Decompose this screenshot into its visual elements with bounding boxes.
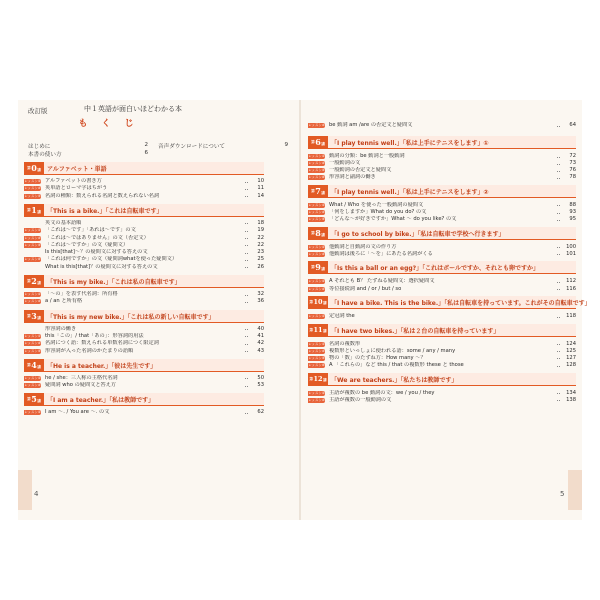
chapter-number xyxy=(24,204,44,217)
leader-dots xyxy=(245,351,248,352)
intro-entry[interactable] xyxy=(28,142,148,150)
entry-title: 主語が複数の一般動詞の文 xyxy=(329,396,392,403)
leader-dots xyxy=(557,344,560,345)
entry-title: 「これは～ですか」の文（疑問文） xyxy=(45,241,129,248)
entry-title: 「これは～ではありません」の文（否定文） xyxy=(45,234,149,241)
entry-page: 124 xyxy=(566,340,576,347)
chapter-num-value: 9 xyxy=(315,262,321,273)
intro-page: 2 xyxy=(144,142,148,148)
entry-title: Is this[that]～？の疑問文に対する答えの文 xyxy=(45,249,148,256)
chapter-number xyxy=(308,227,328,240)
chapter-prefix: 第 xyxy=(27,166,31,170)
leader-dots xyxy=(557,247,560,248)
lesson-badge: レッスン③ xyxy=(24,348,41,353)
toc-entry[interactable] xyxy=(308,153,576,160)
leader-dots xyxy=(557,282,560,283)
chapter-title: 「This is my bike.」「これは私の自転車です」 xyxy=(47,279,181,286)
lesson-badge: レッスン② xyxy=(24,383,41,388)
chapter-suffix: 講 xyxy=(323,377,327,382)
entry-title: 形容詞と副詞の働き xyxy=(329,174,376,181)
chapter-suffix: 講 xyxy=(321,267,325,272)
chapter-band xyxy=(328,296,591,309)
chapter-header[interactable] xyxy=(308,227,576,239)
chapter-band xyxy=(328,261,576,274)
lesson-badge: レッスン③ xyxy=(24,193,41,198)
entry-title: 一般動詞の文 xyxy=(329,160,361,167)
leader-dots xyxy=(245,413,248,414)
entry-title: 物の「数」のたずね方：How many ～？ xyxy=(329,354,426,361)
page-number-right: 5 xyxy=(560,490,565,498)
chapter-title: 「He is a teacher.」「彼は先生です」 xyxy=(47,362,157,370)
lesson-badge: レッスン① xyxy=(308,244,325,249)
lesson-badge: レッスン① xyxy=(24,292,41,296)
entry-title: be 動詞 am /are の否定文と疑問文 xyxy=(329,122,413,128)
chapter-title: 「This is my new bike.」「これは私の新しい自転車です」 xyxy=(47,313,215,321)
entry-page: 23 xyxy=(257,249,264,256)
page-number-tab-left xyxy=(18,470,32,510)
toc-entry[interactable] xyxy=(24,382,264,389)
chapter-band xyxy=(44,393,264,406)
lesson-badge: レッスン② xyxy=(308,210,325,214)
toc-entry[interactable] xyxy=(308,341,576,348)
entry-page: 19 xyxy=(257,227,264,234)
chapter-header[interactable] xyxy=(308,261,576,273)
leader-dots xyxy=(245,189,248,190)
entry-title: a / an と所有格 xyxy=(45,298,83,305)
toc-entry[interactable] xyxy=(24,298,264,305)
chapter-number xyxy=(308,185,328,198)
leader-dots xyxy=(557,289,560,290)
entry-page: 72 xyxy=(569,153,576,159)
chapter-band xyxy=(44,275,264,288)
entry-title: 疑問詞 who の疑問文と答え方 xyxy=(45,382,117,389)
toc-entry[interactable] xyxy=(24,193,264,200)
lesson-badge: レッスン④ xyxy=(308,363,325,367)
leader-dots xyxy=(245,238,248,239)
toc-entry[interactable] xyxy=(308,216,576,223)
chapter-header[interactable] xyxy=(308,373,576,385)
leader-dots xyxy=(245,344,248,345)
chapter-num-value: 6 xyxy=(315,137,321,147)
leader-dots xyxy=(557,126,560,127)
entry-title: 「どんな～が好きですか」What ～ do you like? の文 xyxy=(329,216,457,223)
leader-dots xyxy=(557,400,560,401)
leader-dots xyxy=(245,267,248,268)
entry-title: 「何をしますか」What do you do? の文 xyxy=(329,209,427,215)
entry-title: 名詞の種類：数えられる名詞と数えられない名詞 xyxy=(45,192,160,199)
toc-entry[interactable] xyxy=(24,249,264,256)
chapter-prefix: 第 xyxy=(27,313,31,318)
toc-entry[interactable] xyxy=(24,235,264,242)
toc-entry[interactable] xyxy=(308,122,576,129)
entry-page: 64 xyxy=(569,122,576,128)
chapter-prefix: 第 xyxy=(27,397,31,402)
chapter-header[interactable] xyxy=(308,296,591,308)
entry-page: 88 xyxy=(569,201,576,208)
entry-page: 138 xyxy=(566,396,576,403)
entry-page: 76 xyxy=(569,167,576,174)
chapter-prefix: 第 xyxy=(27,279,31,283)
toc-entry[interactable] xyxy=(24,348,264,355)
chapter-suffix: 講 xyxy=(323,301,327,306)
toc-entry[interactable] xyxy=(308,167,576,174)
entry-page: 93 xyxy=(569,209,576,215)
chapter-num-value: 4 xyxy=(31,359,37,370)
chapter-band xyxy=(328,185,576,198)
entry-title: 複数形といっしょに使われる語：some / any / many xyxy=(329,347,456,354)
lesson-badge: レッスン② xyxy=(308,348,325,353)
chapter-suffix: 講 xyxy=(37,209,41,214)
toc-entry[interactable] xyxy=(308,286,576,293)
entry-title: 「～の」を表す代名詞：所有格 xyxy=(45,291,118,297)
book-title: 中１英語が面白いほどわかる本 xyxy=(84,105,182,113)
chapter-title: 「I am a teacher.」「私は教師です」 xyxy=(47,397,155,405)
entry-title: What is this[that]？の疑問文に対する答えの文 xyxy=(45,263,158,270)
chapter-band xyxy=(44,359,264,372)
chapter-header[interactable] xyxy=(24,310,264,322)
chapter-band xyxy=(44,310,264,323)
entry-title: I am ～. / You are ～. の文 xyxy=(45,409,110,416)
chapter-header[interactable] xyxy=(24,162,264,174)
entry-page: 118 xyxy=(566,313,576,320)
chapter-header[interactable] xyxy=(308,136,576,148)
chapter-number xyxy=(24,359,44,372)
toc-entry[interactable] xyxy=(24,375,264,382)
chapter-suffix: 講 xyxy=(37,281,41,285)
page-number-tab-right xyxy=(568,470,582,510)
lesson-badge: レッスン② xyxy=(24,341,41,346)
chapter-suffix: 講 xyxy=(321,232,325,237)
chapter-title: アルファベット・単語 xyxy=(47,166,107,173)
entry-page: 125 xyxy=(566,347,576,354)
lesson-badge: レッスン① xyxy=(308,154,325,158)
toc-entry[interactable] xyxy=(24,227,264,234)
entry-page: 101 xyxy=(566,250,576,257)
toc-entry[interactable] xyxy=(308,362,576,369)
leader-dots xyxy=(245,223,248,224)
leader-dots xyxy=(557,317,560,318)
entry-page: 62 xyxy=(257,409,264,416)
entry-title: A それとも B？ たずねる疑問文：選択疑問文 xyxy=(329,278,435,285)
leader-dots xyxy=(245,329,248,330)
entry-page: 22 xyxy=(257,234,264,241)
chapter-band xyxy=(44,204,264,217)
lesson-badge: レッスン① xyxy=(24,410,41,415)
entry-title: 等位接続詞 and / or / but / so xyxy=(329,285,402,292)
toc-entry[interactable] xyxy=(24,256,264,263)
lesson-badge: レッスン① xyxy=(24,333,41,338)
leader-dots xyxy=(557,157,560,158)
lesson-badge: レッスン① xyxy=(24,179,41,183)
lesson-badge: レッスン④ xyxy=(308,175,325,180)
download-page: 9 xyxy=(284,142,288,148)
toc-entry[interactable] xyxy=(24,409,264,416)
lesson-badge: レッスン① xyxy=(308,314,325,319)
chapter-num-value: 10 xyxy=(313,298,323,307)
chapter-header[interactable] xyxy=(24,359,264,371)
chapter-num-value: 2 xyxy=(31,276,37,286)
chapter-header[interactable] xyxy=(24,275,264,287)
toc-entry[interactable] xyxy=(308,397,576,404)
entry-page: 134 xyxy=(566,389,576,396)
entry-title: 主語が複数の be 動詞の文：we / you / they xyxy=(329,389,435,396)
leader-dots xyxy=(245,336,248,337)
entry-page: 42 xyxy=(257,340,264,347)
chapter-suffix: 講 xyxy=(321,142,325,146)
toc-entry[interactable] xyxy=(308,313,576,320)
chapter-prefix: 第 xyxy=(309,327,313,332)
right-page xyxy=(308,100,591,520)
toc-entry[interactable] xyxy=(308,244,576,251)
leader-dots xyxy=(557,366,560,367)
lesson-badge: レッスン③ xyxy=(24,242,41,247)
chapter-num-value: 12 xyxy=(313,374,323,383)
entry-title: 形容詞が入った名詞のかたまりの語順 xyxy=(45,347,134,354)
leader-dots xyxy=(557,205,560,206)
intro-entry[interactable] xyxy=(28,150,148,158)
chapter-title: 「This is a bike.」「これは自転車です」 xyxy=(47,207,163,215)
chapter-number xyxy=(308,261,328,274)
chapter-band xyxy=(328,324,576,337)
chapter-num-value: 0 xyxy=(31,163,37,173)
chapter-num-value: 3 xyxy=(31,310,37,321)
chapter-title: 「I play tennis well.」「私は上手にテニスをします」① xyxy=(331,140,489,147)
chapter-title: 「I go to school by bike.」「私は自転車で学校へ行きます」 xyxy=(331,230,505,238)
toc-entry[interactable] xyxy=(308,278,576,285)
toc-entry[interactable] xyxy=(24,264,264,271)
toc-entry[interactable] xyxy=(24,333,264,340)
chapter-band xyxy=(44,162,264,175)
entry-page: 127 xyxy=(566,354,576,361)
toc-entry[interactable] xyxy=(308,251,576,258)
intro-label: はじめに xyxy=(28,144,51,150)
toc-entry[interactable] xyxy=(24,220,264,227)
lesson-badge: レッスン① xyxy=(308,341,325,346)
entry-title: 「これは～です」「あれは～です」の文 xyxy=(45,227,136,234)
entry-title: 他動詞と自動詞の文の作り方 xyxy=(329,243,397,250)
entry-page: 78 xyxy=(569,174,576,181)
lesson-badge: レッスン① xyxy=(308,390,325,395)
chapter-title: 「I have two bikes.」「私は２台の自転車を持っています」 xyxy=(331,327,500,335)
chapter-prefix: 第 xyxy=(311,265,315,270)
entry-page: 18 xyxy=(257,219,264,226)
entry-title: 形容詞の働き xyxy=(45,325,77,332)
entry-page: 22 xyxy=(257,241,264,248)
chapter-title: 「I have a bike. This is the bike.」「私は自転車を持っています。これがその自転車です」 xyxy=(331,300,591,308)
lesson-badge: レッスン① xyxy=(24,228,41,233)
lesson-badge: レッスン② xyxy=(308,286,325,291)
lesson-badge: レッスン② xyxy=(24,186,41,191)
chapter-header[interactable] xyxy=(308,324,576,336)
chapter-title: 「We are teachers.」「私たちは教師です」 xyxy=(331,376,458,384)
entry-page: 32 xyxy=(257,291,264,297)
leader-dots xyxy=(245,295,248,296)
download-entry[interactable] xyxy=(158,142,288,150)
lesson-badge: レッスン① xyxy=(24,375,41,380)
left-page xyxy=(24,100,290,520)
toc-entry[interactable] xyxy=(24,291,264,298)
entry-title: 定冠詞 the xyxy=(329,313,355,320)
leader-dots xyxy=(557,220,560,221)
toc-entry[interactable] xyxy=(308,160,576,167)
leader-dots xyxy=(557,178,560,179)
chapter-header[interactable] xyxy=(24,393,264,405)
entry-page: 112 xyxy=(566,278,576,285)
leader-dots xyxy=(245,196,248,197)
entry-page: 95 xyxy=(569,216,576,223)
entry-title: this「この」/ that「あの」：形容詞的用法 xyxy=(45,332,144,339)
entry-page: 50 xyxy=(257,374,264,381)
toc-entry[interactable] xyxy=(24,185,264,192)
leader-dots xyxy=(245,253,248,254)
entry-page: 41 xyxy=(257,332,264,339)
entry-page: 14 xyxy=(257,192,264,199)
chapter-number xyxy=(24,393,44,406)
entry-title: 名詞につく語：数えられる単数名詞につく限定詞 xyxy=(45,340,159,347)
leader-dots xyxy=(245,182,248,183)
chapter-title: 「Is this a ball or an egg?」「これはボールですか、それとも卵ですか」 xyxy=(331,265,540,273)
leader-dots xyxy=(557,254,560,255)
lesson-badge: レッスン② xyxy=(308,397,325,402)
toc-entry[interactable] xyxy=(308,390,576,397)
entry-title: 他動詞は後ろに「～を」にあたる名詞がくる xyxy=(329,250,433,257)
chapter-suffix: 講 xyxy=(37,399,41,404)
entry-title: アルファベットの書き方 xyxy=(45,178,102,184)
toc-entry[interactable] xyxy=(308,174,576,181)
entry-page: 53 xyxy=(257,382,264,389)
download-label: 音声ダウンロードについて xyxy=(158,144,226,150)
page-number-left: 4 xyxy=(34,490,39,498)
entry-page: 43 xyxy=(257,347,264,354)
chapter-number xyxy=(24,162,44,175)
chapter-prefix: 第 xyxy=(27,362,31,367)
chapter-band xyxy=(328,373,576,386)
toc-entry[interactable] xyxy=(24,326,264,333)
chapter-number xyxy=(308,136,328,149)
toc-entry[interactable] xyxy=(24,340,264,347)
entry-title: he / she：三人称の主格代名詞 xyxy=(45,374,118,381)
entry-page: 36 xyxy=(257,298,264,305)
entry-page: 128 xyxy=(566,362,576,368)
intro-label: 本書の使い方 xyxy=(28,152,62,158)
leader-dots xyxy=(245,378,248,379)
chapter-suffix: 講 xyxy=(323,328,327,333)
entry-title: 英文の基本語順 xyxy=(45,219,82,226)
leader-dots xyxy=(245,245,248,246)
lesson-badge: レッスン② xyxy=(24,235,41,240)
chapter-suffix: 講 xyxy=(321,190,325,195)
chapter-number xyxy=(24,310,44,323)
entry-page: 73 xyxy=(569,160,576,167)
chapter-band xyxy=(328,227,576,240)
chapter-prefix: 第 xyxy=(311,230,315,235)
entry-title: What / Who を使った一般動詞の疑問文 xyxy=(329,201,424,208)
book-gutter xyxy=(299,100,301,520)
chapter-band xyxy=(328,136,576,149)
chapter-number xyxy=(308,296,328,309)
lesson-badge: レッスン② xyxy=(308,161,325,166)
lesson-badge: レッスン① xyxy=(308,279,325,284)
leader-dots xyxy=(557,393,560,394)
chapter-suffix: 講 xyxy=(37,168,41,172)
lesson-badge: レッスン① xyxy=(308,202,325,207)
chapter-number xyxy=(308,373,328,386)
entry-title: 英単語とローマ字はちがう xyxy=(45,185,108,192)
chapter-suffix: 講 xyxy=(37,315,41,320)
toc-entry[interactable] xyxy=(308,355,576,362)
lesson-badge: レッスン③ xyxy=(308,217,325,222)
toc-entry[interactable] xyxy=(308,202,576,209)
toc-entry[interactable] xyxy=(24,178,264,185)
chapter-header[interactable] xyxy=(308,185,576,197)
leader-dots xyxy=(245,231,248,232)
chapter-number xyxy=(24,275,44,288)
lesson-badge: レッスン② xyxy=(24,299,41,304)
chapter-num-value: 11 xyxy=(313,325,323,334)
leader-dots xyxy=(245,386,248,387)
toc-entry[interactable] xyxy=(308,348,576,355)
lesson-badge: レッスン② xyxy=(308,251,325,256)
chapter-num-value: 1 xyxy=(31,204,37,215)
toc-entry[interactable] xyxy=(308,209,576,216)
chapter-num-value: 8 xyxy=(315,227,321,238)
entry-title: 「これは何ですか」の文（疑問詞whatを使った疑問文） xyxy=(45,256,178,263)
entry-page: 40 xyxy=(257,325,264,332)
edition-tag: 改訂版 xyxy=(28,107,48,115)
entry-page: 10 xyxy=(257,178,264,184)
toc-entry[interactable] xyxy=(24,242,264,249)
entry-title: 名詞の複数形 xyxy=(329,340,361,347)
entry-page: 116 xyxy=(566,285,576,292)
leader-dots xyxy=(557,351,560,352)
entry-page: 25 xyxy=(257,256,264,263)
chapter-prefix: 第 xyxy=(309,376,313,381)
chapter-title: 「I play tennis well.」「私は上手にテニスをします」② xyxy=(331,188,489,196)
leader-dots xyxy=(557,164,560,165)
leader-dots xyxy=(557,213,560,214)
chapter-number xyxy=(308,324,328,337)
entry-page: 11 xyxy=(257,185,264,192)
leader-dots xyxy=(245,260,248,261)
entry-page: 26 xyxy=(257,263,264,270)
chapter-prefix: 第 xyxy=(27,207,31,212)
chapter-prefix: 第 xyxy=(311,188,315,193)
leader-dots xyxy=(557,171,560,172)
chapter-header[interactable] xyxy=(24,204,264,216)
lesson-badge: レッスン③ xyxy=(308,355,325,360)
intro-page: 6 xyxy=(144,150,148,156)
lesson-badge: レッスン④ xyxy=(24,257,41,262)
entry-title: A 「これらの」など this / that の複数形 these と those xyxy=(329,362,464,368)
chapter-prefix: 第 xyxy=(311,140,315,144)
leader-dots xyxy=(245,302,248,303)
lesson-badge: レッスン② xyxy=(308,123,325,127)
lesson-badge: レッスン③ xyxy=(308,168,325,173)
leader-dots xyxy=(557,358,560,359)
chapter-prefix: 第 xyxy=(309,300,313,305)
toc-title: もくじ xyxy=(78,119,148,129)
entry-title: 一般動詞の否定文と疑問文 xyxy=(329,167,392,174)
entry-page: 100 xyxy=(566,243,576,250)
chapter-num-value: 7 xyxy=(315,185,321,196)
entry-title: 動詞の分類：be 動詞と一般動詞 xyxy=(329,153,405,159)
chapter-suffix: 講 xyxy=(37,364,41,369)
chapter-num-value: 5 xyxy=(31,394,37,405)
